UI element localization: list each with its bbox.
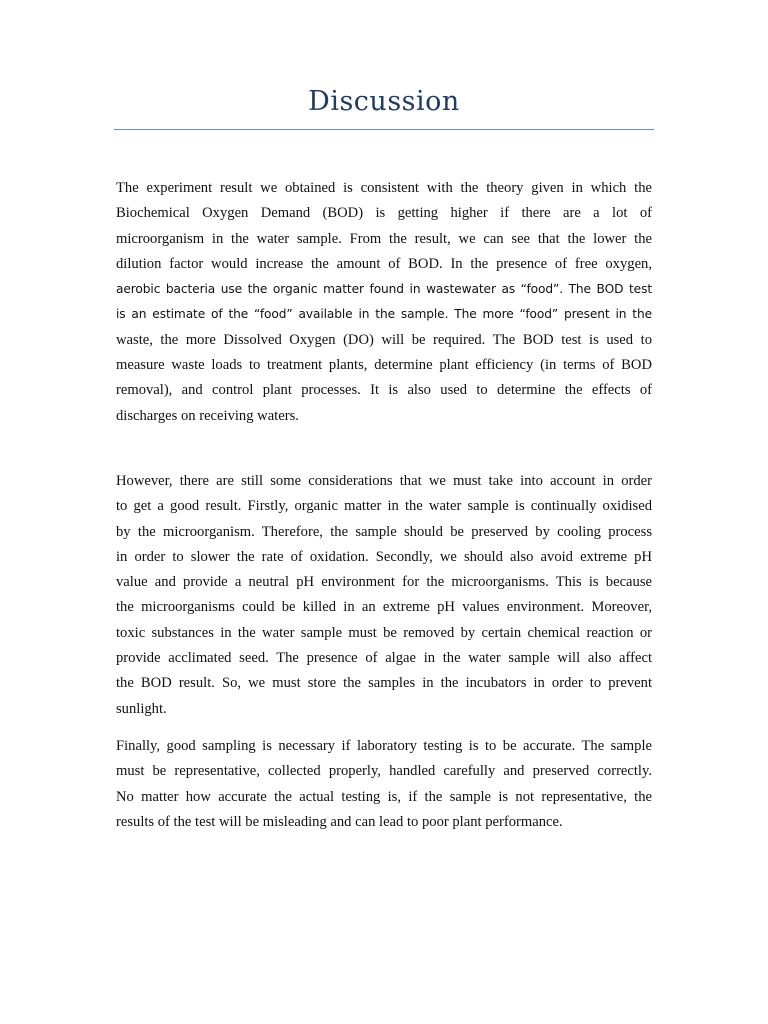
paragraph-3 <box>116 734 652 835</box>
text-line: results of the test will be misleading and can lead to poor plant performance. <box>116 813 563 830</box>
text-line: sunlight. <box>116 700 167 717</box>
text-line: The experiment result we obtained is consistent with the theory given in which the <box>116 180 652 196</box>
text-line: However, there are still some considerations that we must take into account in order <box>116 473 652 489</box>
text-line: is an estimate of the “food” available in the sample. The more “food” present in the <box>116 307 652 322</box>
text-line: aerobic bacteria use the organic matter found in wastewater as “food”. The BOD test <box>116 282 652 297</box>
text-line: Biochemical Oxygen Demand (BOD) is getting higher if there are a lot of <box>116 205 652 222</box>
text-line: toxic substances in the water sample must be removed by certain chemical reaction or <box>116 624 652 641</box>
text-line: by the microorganism. Therefore, the sample should be preserved by cooling process <box>116 523 652 540</box>
text-line: No matter how accurate the actual testing is, if the sample is not representative, the <box>116 788 652 805</box>
text-line: removal), and control plant processes. It is also used to determine the effects of <box>116 382 652 399</box>
text-line: provide acclimated seed. The presence of algae in the water sample will also affect <box>116 650 652 667</box>
paragraph-2 <box>116 469 652 722</box>
text-line: in order to slower the rate of oxidation. Secondly, we should also avoid extreme pH <box>116 548 652 565</box>
text-line: Finally, good sampling is necessary if laboratory testing is to be accurate. The sample <box>116 738 652 754</box>
text-line: measure waste loads to treatment plants, determine plant efficiency (in terms of BOD <box>116 357 652 374</box>
paragraph-1 <box>116 176 652 429</box>
title-underline <box>114 129 654 130</box>
text-line: to get a good result. Firstly, organic matter in the water sample is continually oxidised <box>116 498 652 515</box>
text-line: must be representative, collected properly, handled carefully and preserved correctly. <box>116 763 652 780</box>
text-line: value and provide a neutral pH environment for the microorganisms. This is because <box>116 574 652 591</box>
text-line: discharges on receiving waters. <box>116 407 299 424</box>
text-line: the BOD result. So, we must store the samples in the incubators in order to prevent <box>116 675 652 692</box>
text-line: dilution factor would increase the amount of BOD. In the presence of free oxygen, <box>116 255 652 272</box>
page-title: Discussion <box>308 86 460 117</box>
text-line: the microorganisms could be killed in an extreme pH values environment. Moreover, <box>116 599 652 616</box>
text-line: microorganism in the water sample. From the result, we can see that the lower the <box>116 230 652 247</box>
text-line: waste, the more Dissolved Oxygen (DO) will be required. The BOD test is used to <box>116 331 652 348</box>
